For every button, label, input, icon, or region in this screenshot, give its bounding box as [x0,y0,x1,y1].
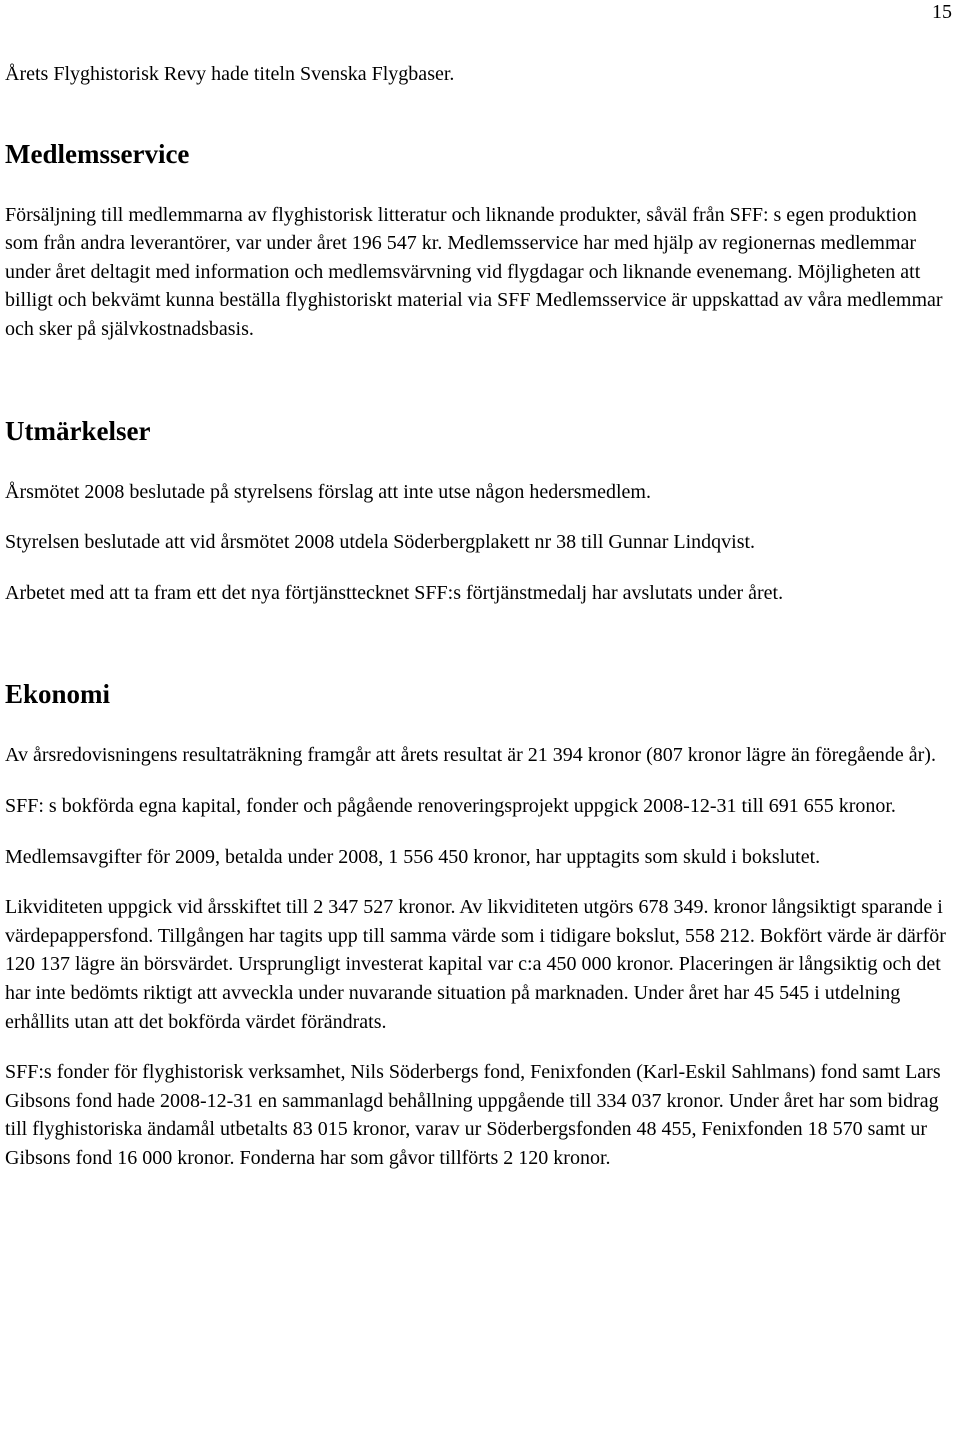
section-utmarkelser [5,414,955,608]
paragraph: Arbetet med att ta fram ett det nya förtjänsttecknet SFF:s förtjänstmedalj har avslutats under året. [5,581,784,604]
heading-ekonomi: Ekonomi [5,679,111,710]
section-ekonomi [5,677,955,1172]
heading-utmarkelser: Utmärkelser [5,415,151,446]
paragraph: Av årsredovisningens resultaträkning framgår att årets resultat är 21 394 kronor (807 kronor lägre än föregående år). [5,744,936,767]
heading-medlemsservice: Medlemsservice [5,138,190,169]
paragraph: SFF: s bokförda egna kapital, fonder och pågående renoveringsprojekt uppgick 2008-12-31 till 691 655 kronor. [5,794,896,817]
paragraph: SFF:s fonder för flyghistorisk verksamhet, Nils Söderbergs fond, Fenixfonden (Karl-Eskil Sahlmans) fond samt Lars Gibsons fond hade 2008-12-31 en sammanlagd behållning uppgående till 334 037 kronor. Under året har som bidrag till flyghistoriska ändamål utbetalts 83 015 kronor, varav ur Söderbergsfonden 48 455, Fenixfonden 18 570 samt ur Gibsons fond 16 000 kronor. Fonderna har som gåvor tillförts 2 120 kronor. [5,1061,941,1169]
paragraph: Årsmötet 2008 beslutade på styrelsens förslag att inte utse någon hedersmedlem. [5,480,651,503]
paragraph: Likviditeten uppgick vid årsskiftet till 2 347 527 kronor. Av likviditeten utgörs 678 349. kronor långsiktigt sparande i värdepappersfond. Tillgången har tagits upp till samma värde som i tidigare bokslut, 558 212. Bokfört värde är därför 120 137 lägre än börsvärdet. Ursprungligt investerat kapital var c:a 450 000 kronor. Placeringen är långsiktig och det har inte bedömts riktigt att avveckla under nuvarande situation på marknaden. Under året har 45 545 i utdelning erhållits utan att det bokförda värdet förändrats. [5,896,946,1033]
section-medlemsservice [5,137,955,344]
intro-paragraph: Årets Flyghistorisk Revy hade titeln Svenska Flygbaser. [5,63,455,85]
paragraph: Styrelsen beslutade att vid årsmötet 2008 utdela Söderbergplakett nr 38 till Gunnar Lindqvist. [5,531,756,554]
page-number: 15 [932,1,952,23]
paragraph: Försäljning till medlemmarna av flyghistorisk litteratur och liknande produkter, såväl från SFF: s egen produktion som från andra leverantörer, var under året 196 547 kr. Medlemsservice har med hjälp av regionernas medlemmar under året deltagit med information och medlemsvärvning vid flygdagar och liknande evenemang. Möjligheten att billigt och bekvämt kunna beställa flyghistoriskt material via SFF Medlemsservice är uppskattad av våra medlemmar och sker på självkostnadsbasis. [5,203,943,340]
paragraph: Medlemsavgifter för 2009, betalda under 2008, 1 556 450 kronor, har upptagits som skuld i bokslutet. [5,845,821,868]
document-body [5,60,955,1172]
